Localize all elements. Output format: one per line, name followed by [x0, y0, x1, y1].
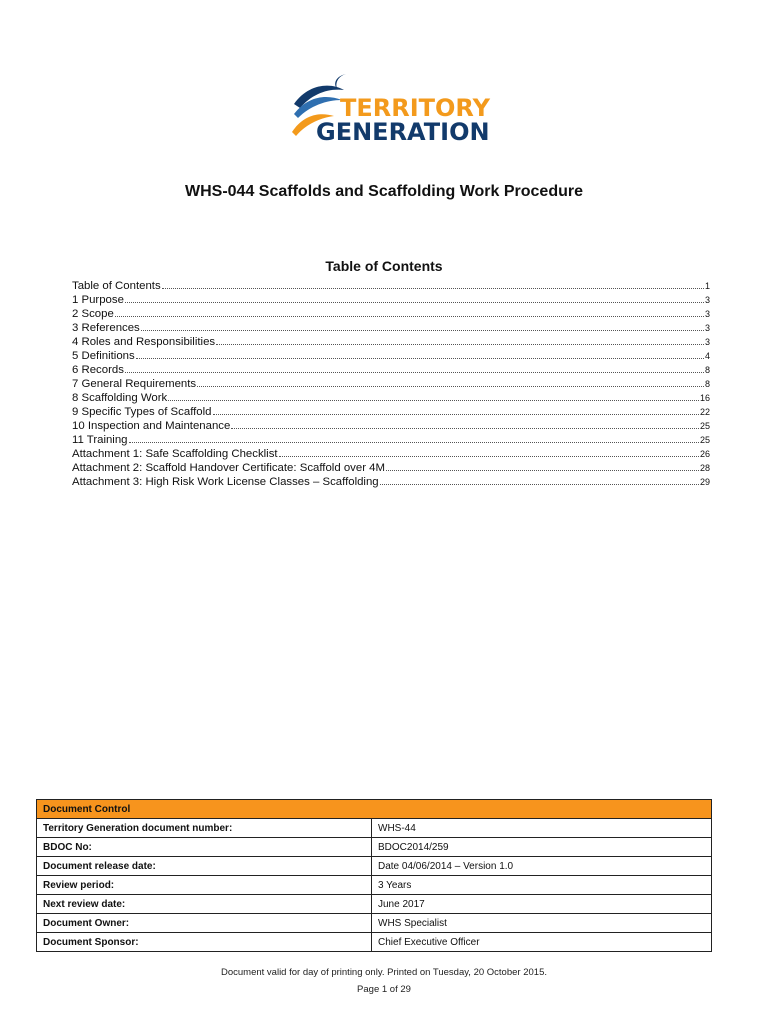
toc-entry-label: Attachment 3: High Risk Work License Classes – Scaffolding	[72, 476, 379, 488]
toc-entry[interactable]	[72, 293, 710, 307]
table-row	[37, 933, 712, 952]
toc-leader-dots	[162, 288, 704, 289]
field-label: BDOC No:	[37, 838, 372, 857]
table-row	[37, 838, 712, 857]
toc-entry[interactable]	[72, 405, 710, 419]
toc-heading: Table of Contents	[325, 258, 443, 274]
toc-entry-label: Attachment 2: Scaffold Handover Certificate: Scaffold over 4M	[72, 462, 385, 474]
toc-leader-dots	[129, 442, 699, 443]
field-value: 3 Years	[372, 876, 712, 895]
toc-leader-dots	[168, 400, 699, 401]
toc-entry[interactable]	[72, 391, 710, 405]
toc-entry-label: 8 Scaffolding Work	[72, 392, 168, 404]
field-label: Document Owner:	[37, 914, 372, 933]
field-label: Territory Generation document number:	[37, 819, 372, 838]
field-label: Review period:	[37, 876, 372, 895]
toc-leader-dots	[279, 456, 699, 457]
toc-entry[interactable]	[72, 335, 710, 349]
toc-entry[interactable]	[72, 461, 710, 475]
toc-entry[interactable]	[72, 307, 710, 321]
toc-entry[interactable]	[72, 363, 710, 377]
logo-text-generation: GENERATION	[316, 118, 490, 146]
toc-leader-dots	[136, 358, 704, 359]
toc-entry-page: 3	[704, 309, 710, 319]
toc-entry[interactable]	[72, 377, 710, 391]
toc-entry-page: 25	[699, 421, 710, 431]
toc-entry-label: 10 Inspection and Maintenance	[72, 420, 231, 432]
toc-leader-dots	[125, 302, 704, 303]
toc-entry[interactable]	[72, 419, 710, 433]
toc-entry-label: 3 References	[72, 322, 140, 334]
field-value: BDOC2014/259	[372, 838, 712, 857]
document-control-heading: Document Control	[37, 800, 712, 819]
company-logo	[286, 70, 490, 146]
table-row	[37, 914, 712, 933]
table-row	[37, 857, 712, 876]
toc-entry-page: 1	[704, 281, 710, 291]
toc-leader-dots	[115, 316, 704, 317]
toc-entry[interactable]	[72, 447, 710, 461]
document-title: WHS-044 Scaffolds and Scaffolding Work Procedure	[185, 183, 583, 200]
toc-leader-dots	[125, 372, 704, 373]
toc-entry-page: 26	[699, 449, 710, 459]
toc-entry-label: 11 Training	[72, 434, 128, 446]
field-value: Chief Executive Officer	[372, 933, 712, 952]
toc-entry-page: 3	[704, 295, 710, 305]
toc-leader-dots	[141, 330, 704, 331]
field-label: Next review date:	[37, 895, 372, 914]
toc-entry[interactable]	[72, 349, 710, 363]
field-label: Document release date:	[37, 857, 372, 876]
toc-entry[interactable]	[72, 321, 710, 335]
field-value: June 2017	[372, 895, 712, 914]
toc-entry-page: 22	[699, 407, 710, 417]
toc-entry-label: Attachment 1: Safe Scaffolding Checklist	[72, 448, 278, 460]
logo-text-territory: TERRITORY	[340, 94, 490, 122]
document-control-header-row	[37, 800, 712, 819]
field-label: Document Sponsor:	[37, 933, 372, 952]
toc-leader-dots	[231, 428, 699, 429]
toc-entry-label: 6 Records	[72, 364, 124, 376]
toc-entry[interactable]	[72, 475, 710, 489]
toc-leader-dots	[216, 344, 704, 345]
table-row	[37, 819, 712, 838]
toc-entry-label: 1 Purpose	[72, 294, 124, 306]
toc-entry-page: 4	[704, 351, 710, 361]
table-row	[37, 895, 712, 914]
toc-entry-page: 3	[704, 323, 710, 333]
page-number: Page 1 of 29	[357, 984, 411, 995]
print-validity-note: Document valid for day of printing only. Printed on Tuesday, 20 October 2015.	[220, 967, 547, 978]
toc-entry-page: 16	[699, 393, 710, 403]
toc-entry-page: 28	[699, 463, 710, 473]
table-of-contents	[72, 279, 710, 489]
toc-entry-label: 9 Specific Types of Scaffold	[72, 406, 212, 418]
toc-entry-page: 8	[704, 379, 710, 389]
toc-entry-page: 3	[704, 337, 710, 347]
toc-entry-label: Table of Contents	[72, 280, 161, 292]
field-value: WHS-44	[372, 819, 712, 838]
toc-entry-page: 8	[704, 365, 710, 375]
toc-leader-dots	[197, 386, 704, 387]
toc-entry-label: 2 Scope	[72, 308, 114, 320]
document-control-table	[36, 799, 712, 952]
toc-entry-page: 29	[699, 477, 710, 487]
toc-entry[interactable]	[72, 279, 710, 293]
table-row	[37, 876, 712, 895]
toc-entry[interactable]	[72, 433, 710, 447]
toc-leader-dots	[386, 470, 699, 471]
toc-leader-dots	[213, 414, 699, 415]
field-value: Date 04/06/2014 – Version 1.0	[372, 857, 712, 876]
toc-entry-label: 4 Roles and Responsibilities	[72, 336, 216, 348]
toc-entry-label: 7 General Requirements	[72, 378, 197, 390]
toc-entry-page: 25	[699, 435, 710, 445]
toc-leader-dots	[380, 484, 699, 485]
toc-entry-label: 5 Definitions	[72, 350, 135, 362]
field-value: WHS Specialist	[372, 914, 712, 933]
